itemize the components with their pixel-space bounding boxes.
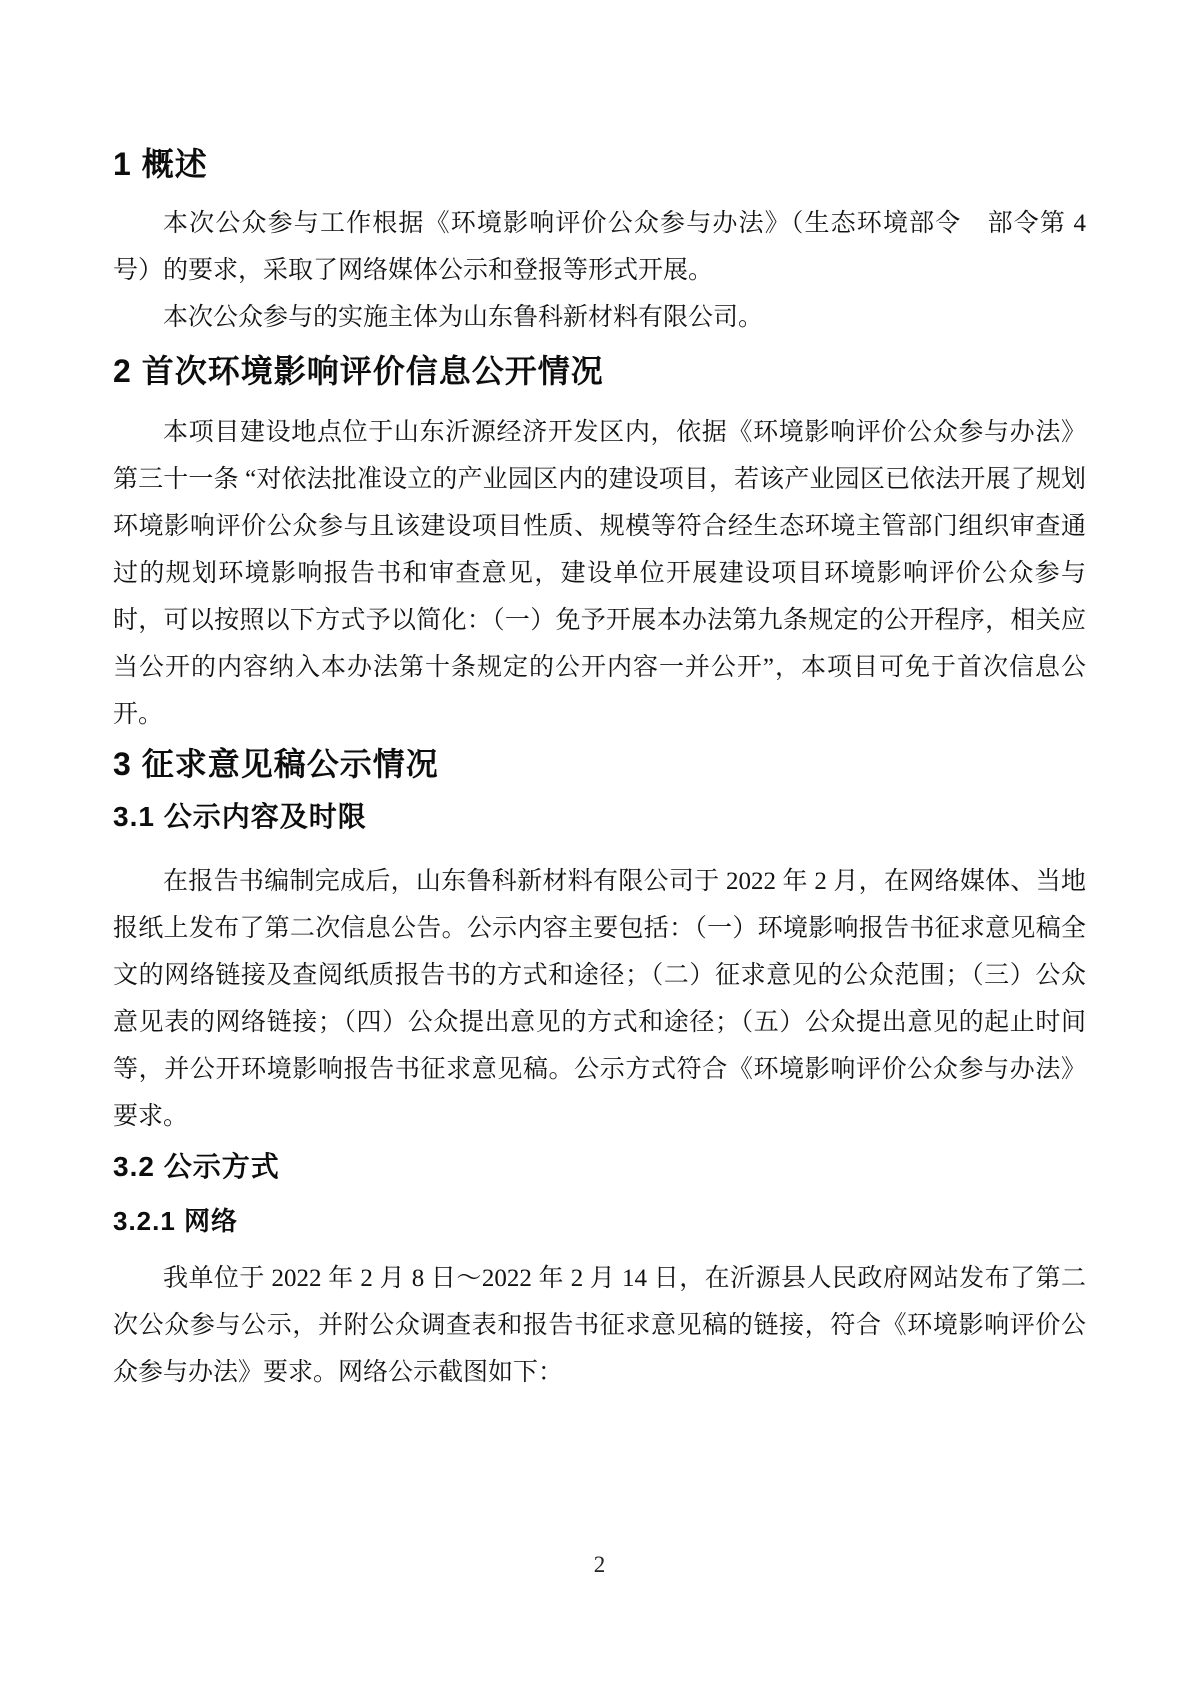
paragraph-network-publicity: 我单位于 2022 年 2 月 8 日～2022 年 2 月 14 日，在沂源县人民政府网站发布了第二次公众参与公示，并附公众调查表和报告书征求意见稿的链接，符合《环境影响评价公众参与办法》要求。网络公示截图如下： [113,1265,1086,1386]
paragraph-public-participation-basis: 本次公众参与工作根据《环境影响评价公众参与办法》（生态环境部令 部令第 4 号）的要求，采取了网络媒体公示和登报等形式开展。 [113,210,1086,284]
heading-publicity-content-period: 3.1 公示内容及时限 [113,801,367,832]
heading-draft-publicity: 3 征求意见稿公示情况 [113,746,439,782]
heading-publicity-method: 3.2 公示方式 [113,1151,280,1182]
paragraph-implementing-entity: 本次公众参与的实施主体为山东鲁科新材料有限公司。 [163,304,764,331]
heading-overview: 1 概述 [113,146,208,182]
paragraph-publicity-content: 在报告书编制完成后，山东鲁科新材料有限公司于 2022 年 2 月，在网络媒体、当地报纸上发布了第二次信息公告。公示内容主要包括：（一）环境影响报告书征求意见稿全文的网络链接及查阅纸质报告书的方式和途径；（二）征求意见的公众范围；（三）公众意见表的网络链接；（四）公众提出意见的方式和途径；（五）公众提出意见的起止时间等，并公开环境影响报告书征求意见稿。公示方式符合《环境影响评价公众参与办法》要求。 [113,868,1086,1130]
heading-network: 3.2.1 网络 [113,1206,239,1236]
heading-first-disclosure: 2 首次环境影响评价信息公开情况 [113,353,604,389]
document-content [113,144,1086,1396]
paragraph-first-disclosure-exemption: 本项目建设地点位于山东沂源经济开发区内，依据《环境影响评价公众参与办法》第三十一条 “对依法批准设立的产业园区内的建设项目，若该产业园区已依法开展了规划环境影响评价公众参与且该建设项目性质、规模等符合经生态环境主管部门组织审查通过的规划环境影响报告书和审查意见，建设单位开展建设项目环境影响评价公众参与时，可以按照以下方式予以简化：（一）免予开展本办法第九条规定的公开程序，相关应当公开的内容纳入本办法第十条规定的公开内容一并公开”，本项目可免于首次信息公开。 [113,419,1086,728]
page-number: 2 [593,1552,606,1577]
